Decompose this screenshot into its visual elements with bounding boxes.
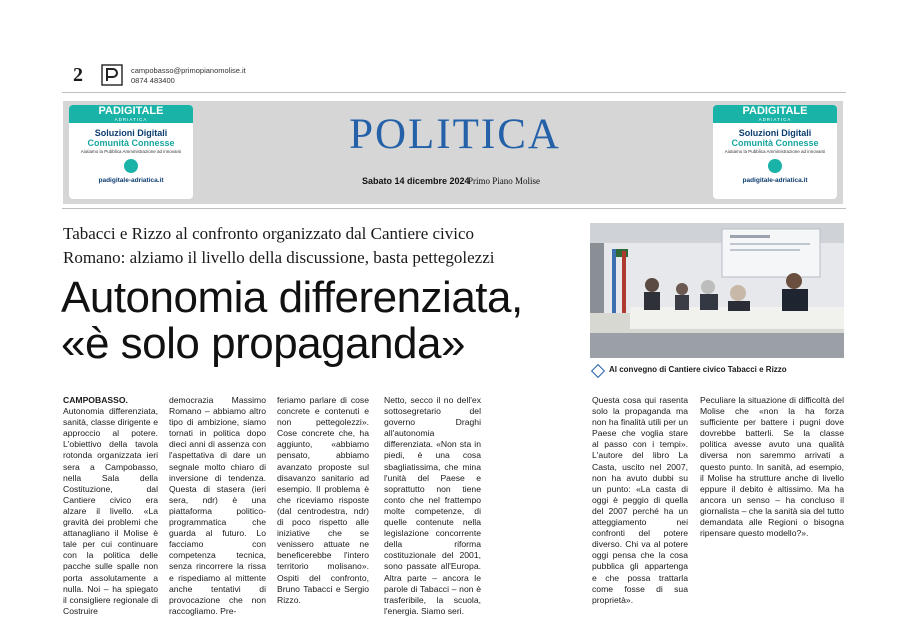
ad-brand: PADIGITALE bbox=[742, 105, 808, 117]
ad-url: padigitale-adriatica.it bbox=[98, 177, 164, 184]
divider bbox=[62, 92, 846, 93]
section-title: POLITICA bbox=[349, 111, 561, 158]
column-text: Autonomia differenziata, sanità, classe dirigente e approccio al potere. L'obiettivo della tavola rotonda organizzata ieri sera a Campobasso, nella Sala della Costituzione, dal Cantiere civico era alzare il livello. «La gravità dei problemi che attanagliano il Molise è tale per cui continuare con la politica delle pacche sulle spalle non porta assolutamente a nulla. Noi – ha spiegato il consigliere regionale di Costruire bbox=[63, 406, 158, 616]
contact-info bbox=[131, 66, 246, 86]
publication-name: Primo Piano Molise bbox=[468, 176, 541, 186]
ad-url: padigitale-adriatica.it bbox=[742, 177, 808, 184]
ad-line1: Soluzioni Digitali bbox=[738, 128, 812, 138]
ad-brand-sub: ADRIATICA bbox=[758, 117, 792, 122]
article-headline bbox=[61, 275, 591, 367]
article-column-4 bbox=[384, 395, 481, 617]
ad-logo-icon bbox=[124, 159, 138, 173]
ad-line2: Comunità Connesse bbox=[731, 138, 819, 148]
ad-brand-sub: ADRIATICA bbox=[114, 117, 148, 122]
kicker-line: Romano: alziamo il livello della discussione, basta pettegolezzi bbox=[63, 248, 495, 267]
article-column-1 bbox=[63, 395, 158, 617]
issue-date: Sabato 14 dicembre 2024 bbox=[362, 176, 470, 186]
article-column-3 bbox=[277, 395, 369, 606]
ad-line3: Aiutiamo la Pubblica Amministrazione ad innovarsi bbox=[80, 149, 182, 154]
article-column-2 bbox=[169, 395, 266, 617]
newspaper-logo-icon bbox=[101, 64, 123, 86]
column-text: Peculiare la situazione di difficoltà del Molise che «non la ha forza sufficiente per battere i pugni dove dovrebbe batterli. Se la classe politica avesse avuto una qualità diversa non saremmo arrivati a questo punto. In sanità, ad esempio, il Molise ha strutture anche di livello eppure il debito è altissimo. Ma ha ancora un senso – ha concluso il giornalista – che la sanità sia del tutto demandata alle Regioni o bisogna ripensare questo modello?». bbox=[700, 395, 844, 539]
article-column-5 bbox=[592, 395, 688, 606]
article-kicker bbox=[63, 222, 588, 270]
column-text: democrazia Massimo Romano – abbiamo altro tipo di ambizione, siamo tornati in politica dopo dieci anni di assenza con l'aspettativa di dare un segnale molto chiaro di inversione di tendenza. Questa di stasera (ieri sera, ndr) è una piattaforma politico-programmatica che guarda al futuro. Lo facciamo con competenza tecnica, senza rincorrere la rissa e rispediamo al mittente anche tentativi di provocazione che non raccogliamo. Pre- bbox=[169, 395, 266, 616]
page-number: 2 bbox=[73, 64, 83, 86]
ad-logo-icon bbox=[768, 159, 782, 173]
ad-line3: Aiutiamo la Pubblica Amministrazione ad innovarsi bbox=[724, 149, 826, 154]
photo-caption: Al convegno di Cantiere civico Tabacci e Rizzo bbox=[609, 365, 787, 374]
caption-diamond-icon bbox=[591, 364, 605, 378]
ad-right bbox=[713, 105, 837, 199]
conference-photo bbox=[590, 223, 844, 358]
ad-line2: Comunità Connesse bbox=[87, 138, 175, 148]
column-text: Questa cosa qui rasenta solo la propaganda ma non ha finalità utili per un Paese che voglia stare al passo con i tempi». L'autore del libro La Casta, uscito nel 2007, non ha avuto dubbi su un punto: «La casta di oggi è peggio di quella del 2007 perché ha un atteggiamento nei confronti del potere diverso. Chi va al potere oggi pensa che la cosa pubblica gli appartenga e che possa trattarla come fosse di sua proprietà». bbox=[592, 395, 688, 605]
ad-top-bar bbox=[69, 105, 193, 123]
article-dateline: CAMPOBASSO. bbox=[63, 395, 128, 405]
headline-line: Autonomia differenziata, bbox=[61, 273, 523, 322]
divider bbox=[62, 208, 846, 209]
column-text: feriamo parlare di cose concrete e contenuti e non pettegolezzi». Cose concrete che, ha aggiunto, «abbiamo pensato, abbiamo avanzato proposte sul disavanzo sanitario ad esempio. Il problema è che riceviamo risposte (dal centrodestra, ndr) di poco rispetto alle iniziative che se venissero attuate ne beneficerebbe l'intero territorio molisano». Ospiti del confronto, Bruno Tabacci e Sergio Rizzo. bbox=[277, 395, 369, 605]
ad-line1: Soluzioni Digitali bbox=[94, 128, 168, 138]
ad-brand: PADIGITALE bbox=[98, 105, 164, 117]
ad-left bbox=[69, 105, 193, 199]
contact-phone: 0874 483400 bbox=[131, 76, 175, 85]
headline-line: «è solo propaganda» bbox=[61, 319, 465, 368]
ad-top-bar bbox=[713, 105, 837, 123]
column-text: Netto, secco il no dell'ex sottosegretario del governo Draghi all'autonomia differenziata. «Non sta in piedi, è una cosa sbagliatissima, che mina l'unità del Paese e soprattutto non tiene conto che nel frattempo molte competenze, di quelle contenute nella legislazione concorrente della riforma costituzionale del 2001, sono passate all'Europa. Altra parte – ancora le parole di Tabacci – non è trasferibile, la scuola, l'energia. Siamo seri. bbox=[384, 395, 481, 616]
kicker-line: Tabacci e Rizzo al confronto organizzato dal Cantiere civico bbox=[63, 224, 475, 243]
contact-email: campobasso@primopianomolise.it bbox=[131, 66, 246, 75]
article-column-6 bbox=[700, 395, 844, 539]
